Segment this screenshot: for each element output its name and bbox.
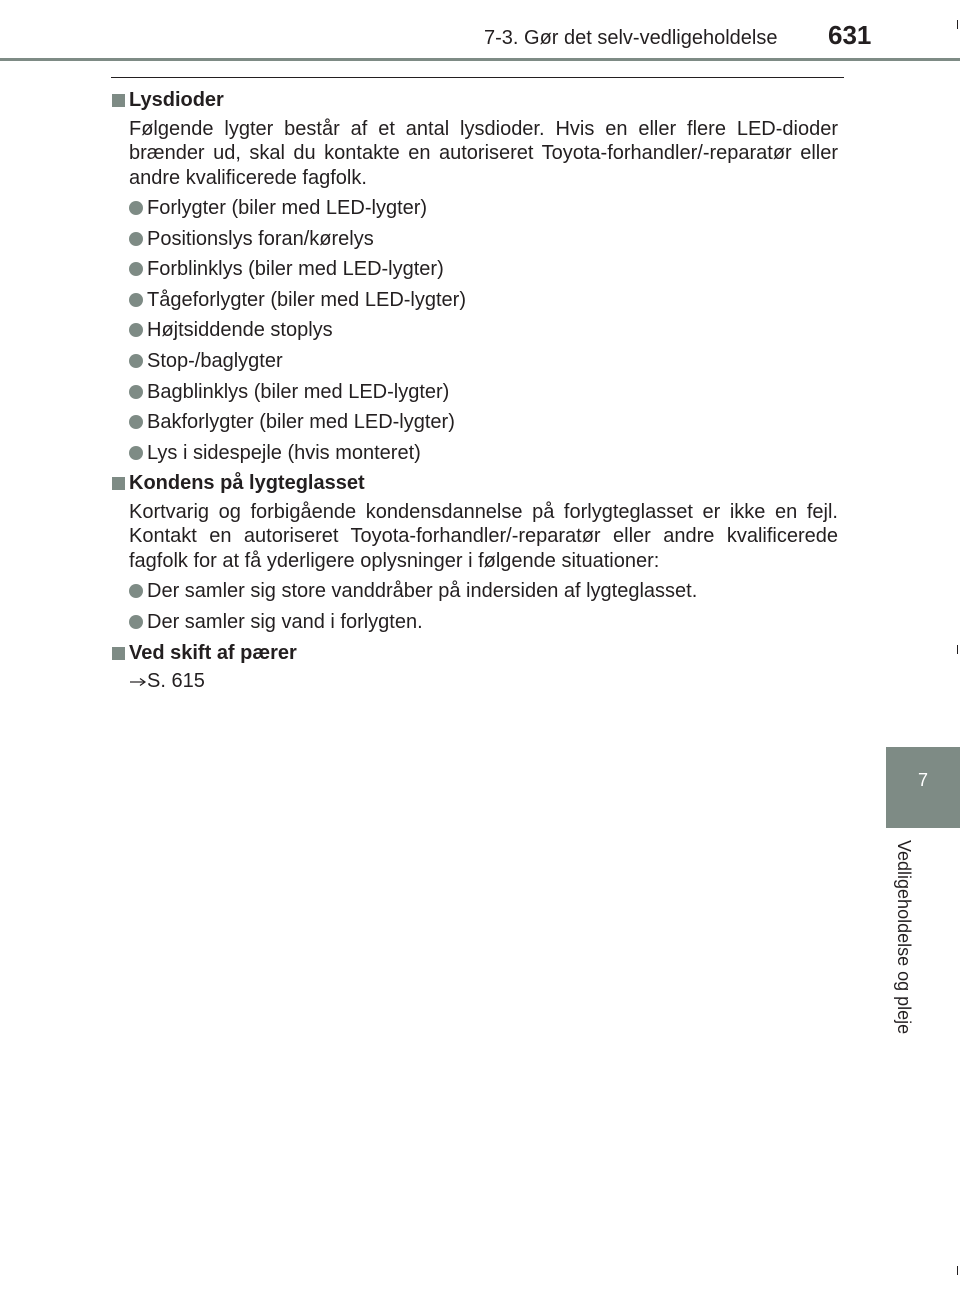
- list-item: [111, 227, 838, 252]
- page-number: 631: [828, 20, 872, 50]
- dot-icon: [129, 354, 143, 368]
- section-heading-text: Lysdioder: [129, 89, 224, 111]
- section-heading: [111, 471, 838, 496]
- list-item: [111, 410, 838, 435]
- list-item: [111, 288, 838, 313]
- dot-icon: [129, 415, 143, 429]
- square-icon: [112, 94, 125, 107]
- section-heading-text: Ved skift af pærer: [129, 641, 297, 664]
- list-item-text: Der samler sig store vanddråber på indersiden af lygteglasset.: [147, 580, 698, 603]
- section-heading: [111, 88, 838, 113]
- page-content: [111, 88, 838, 696]
- list-item: [111, 610, 838, 635]
- dot-icon: [129, 385, 143, 399]
- section-kondens: [111, 471, 838, 634]
- chapter-number: 7: [917, 770, 928, 790]
- dot-icon: [129, 584, 143, 598]
- bullet-list: [111, 579, 838, 634]
- list-item-text: Forblinklys (biler med LED-lygter): [147, 258, 444, 281]
- list-item: [111, 318, 838, 343]
- content-divider: [111, 77, 844, 78]
- square-icon: [112, 647, 125, 660]
- section-heading-text: Kondens på lygteglasset: [129, 472, 365, 495]
- list-item: [111, 196, 838, 221]
- section-skift-af-paerer: [111, 641, 838, 694]
- chapter-title: Vedligeholdelse og pleje: [894, 840, 914, 1035]
- section-lysdioder: [111, 88, 838, 465]
- page-reference[interactable]: [129, 669, 838, 694]
- list-item-text: Forlygter (biler med LED-lygter): [147, 197, 428, 219]
- section-title: 7-3. Gør det selv-vedligeholdelse: [484, 27, 778, 49]
- list-item-text: Bakforlygter (biler med LED-lygter): [147, 411, 455, 434]
- header-divider: [0, 58, 960, 61]
- dot-icon: [129, 293, 143, 307]
- square-icon: [112, 477, 125, 490]
- crop-mark: [957, 645, 958, 654]
- list-item: [111, 380, 838, 405]
- list-item-text: Positionslys foran/kørelys: [147, 227, 374, 250]
- section-paragraph: Følgende lygter består af et antal lysdioder. Hvis en eller flere LED-dioder brænder ud, skal du kontakte en autoriseret Toyota-forhandler/-reparatør eller andre kvalificerede fagfolk.: [129, 117, 838, 189]
- page-reference-text[interactable]: S. 615: [147, 670, 205, 693]
- arrow-icon: [129, 669, 147, 694]
- dot-icon: [129, 615, 143, 629]
- crop-mark: [957, 20, 958, 29]
- chapter-tab: [886, 747, 960, 828]
- list-item: [111, 349, 838, 374]
- list-item-text: Tågeforlygter (biler med LED-lygter): [147, 288, 466, 311]
- section-paragraph: Kortvarig og forbigående kondensdannelse på forlygteglasset er ikke en fejl. Kontakt en autoriseret Toyota-forhandler/-reparatør eller andre kvalificerede fagfolk for at få yderligere oplysninger i følgende situationer:: [129, 500, 838, 572]
- list-item: [111, 257, 838, 282]
- crop-mark: [957, 1266, 958, 1275]
- list-item-text: Stop-/baglygter: [147, 349, 283, 372]
- dot-icon: [129, 323, 143, 337]
- list-item-text: Højtsiddende stoplys: [147, 319, 333, 342]
- bullet-list: [111, 196, 838, 465]
- list-item-text: Lys i sidespejle (hvis monteret): [147, 441, 421, 464]
- list-item: [111, 579, 838, 604]
- section-heading: [111, 641, 838, 666]
- dot-icon: [129, 446, 143, 460]
- dot-icon: [129, 232, 143, 246]
- list-item: [111, 441, 838, 466]
- list-item-text: Bagblinklys (biler med LED-lygter): [147, 380, 450, 403]
- list-item-text: Der samler sig vand i forlygten.: [147, 610, 423, 633]
- dot-icon: [129, 262, 143, 276]
- dot-icon: [129, 201, 143, 215]
